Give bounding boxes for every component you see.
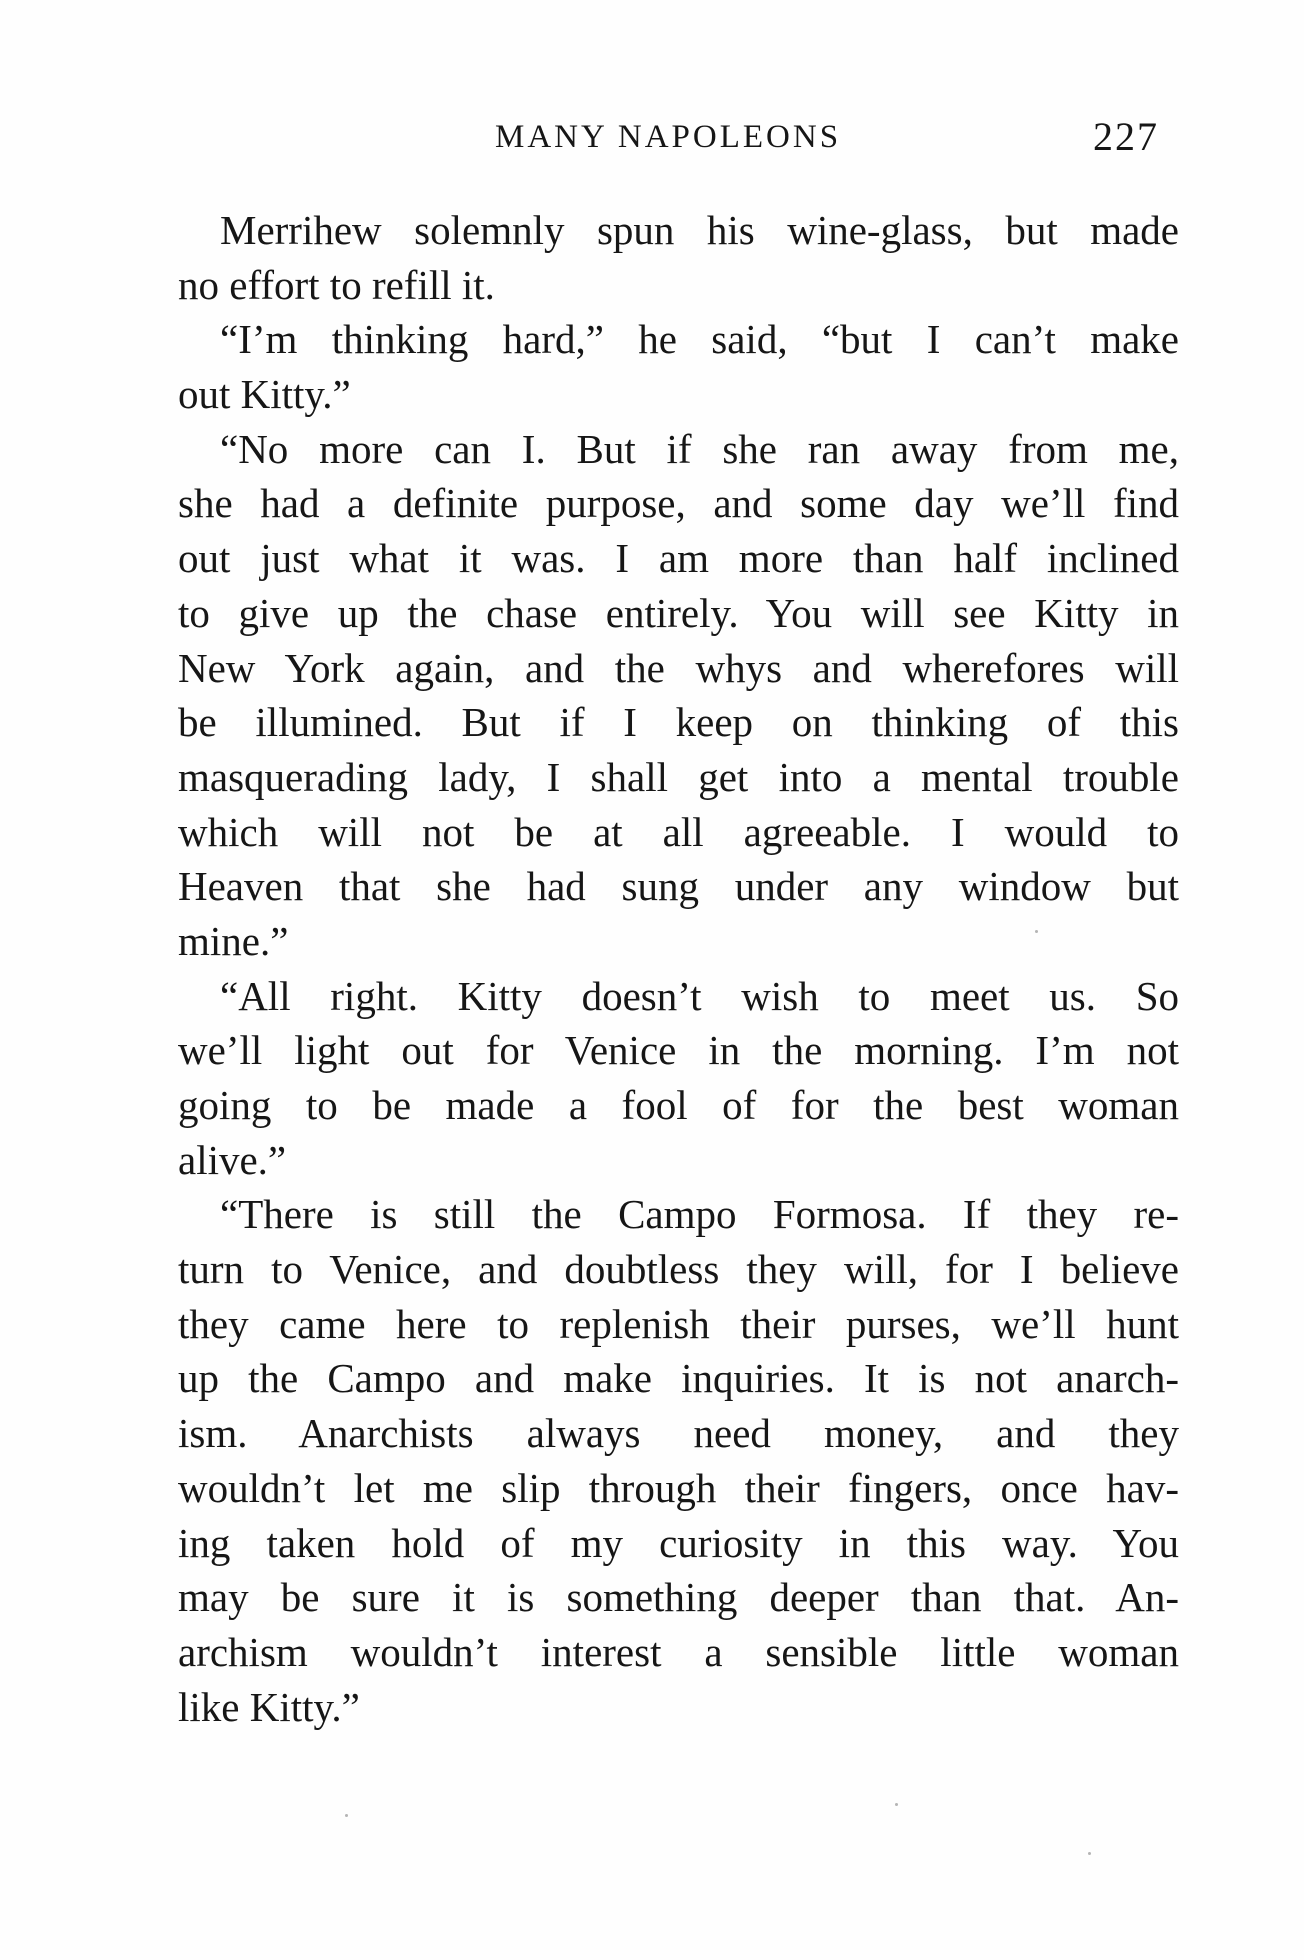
text-line: Merrihew solemnly spun his wine-glass, but made bbox=[220, 207, 1179, 253]
text-line: may be sure it is something deeper than that. An- bbox=[178, 1574, 1179, 1621]
text-line: masquerading lady, I shall get into a mental trouble bbox=[178, 753, 1179, 800]
running-head bbox=[180, 112, 1180, 162]
text-line: wouldn’t let me slip through their fingers, once hav- bbox=[178, 1464, 1179, 1511]
text-line: “There is still the Campo Formosa. If they re- bbox=[220, 1191, 1179, 1238]
text-line: no effort to refill it. bbox=[178, 261, 495, 308]
text-line: they came here to replenish their purses, we’ll hunt bbox=[178, 1300, 1179, 1347]
text-line: New York again, and the whys and wherefores will bbox=[178, 644, 1179, 691]
text-line: “All right. Kitty doesn’t wish to meet us. So bbox=[220, 972, 1179, 1019]
text-line: up the Campo and make inquiries. It is not anarch- bbox=[178, 1355, 1179, 1402]
text-line: mine.” bbox=[178, 917, 289, 964]
text-line: ism. Anarchists always need money, and they bbox=[178, 1410, 1179, 1457]
page-number: 227 bbox=[1093, 114, 1159, 159]
text-line: we’ll light out for Venice in the morning. I’m not bbox=[178, 1027, 1179, 1074]
text-line: which will not be at all agreeable. I would to bbox=[178, 808, 1179, 855]
text-line: she had a definite purpose, and some day we’ll find bbox=[178, 480, 1179, 527]
text-line: like Kitty.” bbox=[178, 1683, 360, 1730]
text-line: going to be made a fool of for the best woman bbox=[178, 1082, 1179, 1128]
text-line: turn to Venice, and doubtless they will, for I believe bbox=[178, 1246, 1179, 1293]
body-text bbox=[178, 203, 1179, 1734]
paper-speck bbox=[895, 1803, 898, 1806]
text-line: to give up the chase entirely. You will see Kitty in bbox=[178, 589, 1179, 636]
text-line: be illumined. But if I keep on thinking of this bbox=[178, 699, 1179, 746]
text-line: “No more can I. But if she ran away from me, bbox=[220, 425, 1179, 472]
paper-speck bbox=[1035, 930, 1038, 933]
text-line: ing taken hold of my curiosity in this way. You bbox=[178, 1519, 1179, 1566]
running-head-title: MANY NAPOLEONS bbox=[495, 119, 842, 155]
paper-speck bbox=[345, 1814, 348, 1817]
text-line: archism wouldn’t interest a sensible little woman bbox=[178, 1628, 1179, 1675]
text-line: out Kitty.” bbox=[178, 371, 351, 418]
text-line: out just what it was. I am more than half inclined bbox=[178, 535, 1179, 582]
paper-speck bbox=[1088, 1852, 1091, 1855]
text-line: “I’m thinking hard,” he said, “but I can’t make bbox=[220, 316, 1179, 363]
text-line: alive.” bbox=[178, 1136, 287, 1183]
text-line: Heaven that she had sung under any window but bbox=[178, 863, 1179, 910]
